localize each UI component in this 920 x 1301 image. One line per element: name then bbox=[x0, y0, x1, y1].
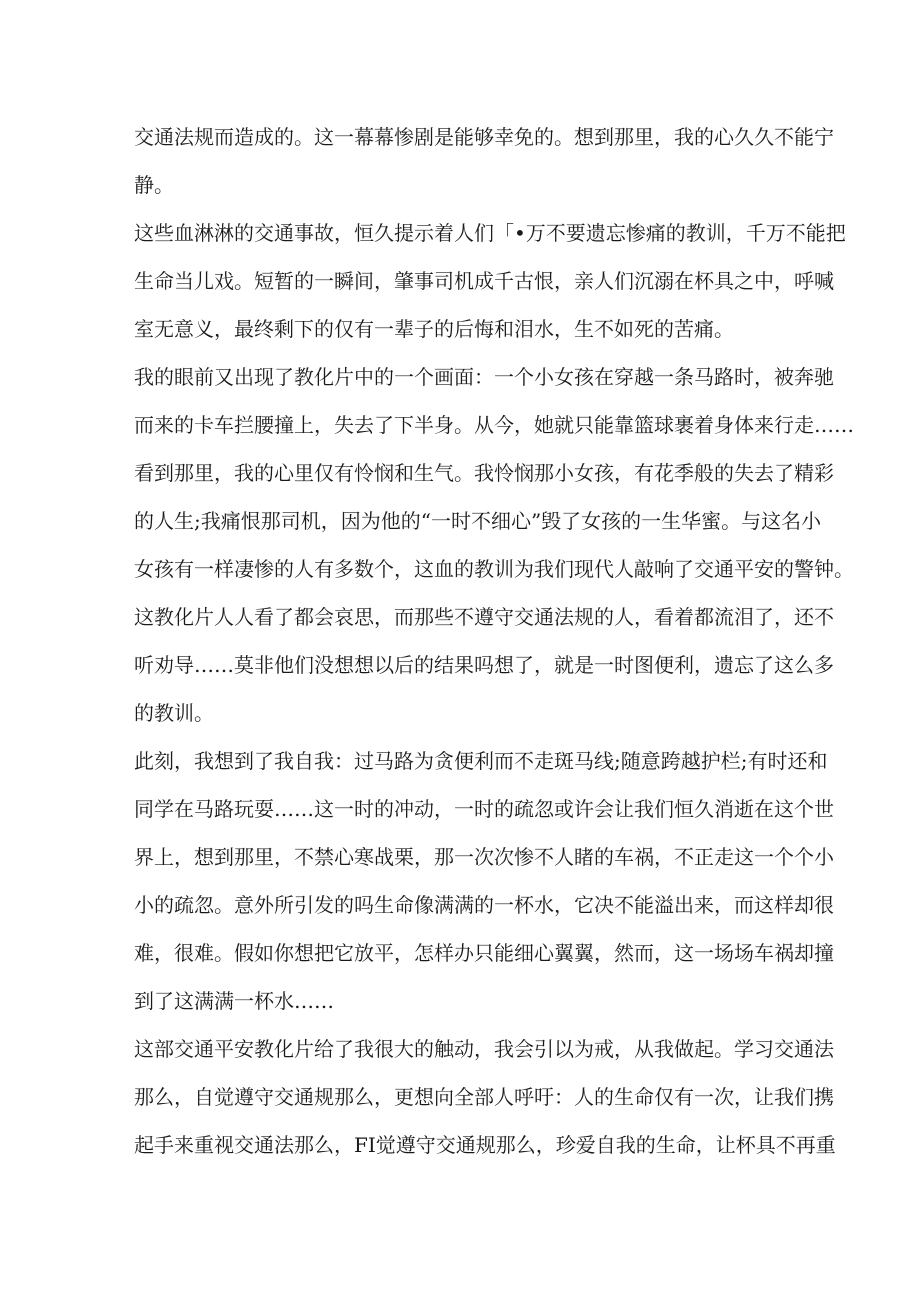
text-line: 这教化片人人看了都会哀思，而那些不遵守交通法规的人，看着都流泪了，还不 bbox=[134, 605, 834, 629]
text-line: 小的疏忽。意外所引发的吗生命像满满的一杯水，它决不能溢出来，而这样却很 bbox=[134, 893, 834, 917]
text-line: 室无意义，最终剩下的仅有一辈子的后悔和泪水，生不如死的苦痛。 bbox=[134, 317, 734, 341]
text-line: 那么，自觉遵守交通规那么，更想向全部人呼吁：人的生命仅有一次，让我们携 bbox=[134, 1085, 834, 1109]
text-line: 界上，想到那里，不禁心寒战栗，那一次次惨不人睹的车祸，不正走这一个个小 bbox=[134, 845, 834, 869]
text-line: 看到那里，我的心里仅有怜悯和生气。我怜悯那小女孩，有花季般的失去了精彩 bbox=[134, 461, 834, 485]
text-line: 生命当儿戏。短暂的一瞬间，肇事司机成千古恨，亲人们沉溺在杯具之中，呼喊 bbox=[134, 269, 834, 293]
text-line: 到了这满满一杯水…… bbox=[134, 989, 334, 1013]
text-line: 女孩有一样凄惨的人有多数个，这血的教训为我们现代人敲响了交通平安的警钟。 bbox=[134, 557, 854, 581]
text-line: 难，很难。假如你想把它放平，怎样办只能细心翼翼，然而，这一场场车祸却撞 bbox=[134, 941, 834, 965]
text-line: 起手来重视交通法那么，FI觉遵守交通规那么，珍爱自我的生命，让杯具不再重 bbox=[134, 1133, 836, 1157]
text-line: 的教训。 bbox=[134, 701, 214, 725]
text-line: 交通法规而造成的。这一幕幕惨剧是能够幸免的。想到那里，我的心久久不能宁 bbox=[134, 125, 834, 149]
text-line: 同学在马路玩耍……这一时的冲动，一时的疏忽或许会让我们恒久消逝在这个世 bbox=[134, 797, 834, 821]
essay-body bbox=[134, 113, 854, 1169]
text-line: 的人生;我痛恨那司机，因为他的“一时不细心”毁了女孩的一生华蜜。与这名小 bbox=[134, 509, 822, 533]
text-line: 听劝导……莫非他们没想想以后的结果吗想了，就是一时图便利，遗忘了这么多 bbox=[134, 653, 834, 677]
text-line: 我的眼前又出现了教化片中的一个画面：一个小女孩在穿越一条马路时，被奔驰 bbox=[134, 365, 834, 389]
text-line: 而来的卡车拦腰撞上，失去了下半身。从今，她就只能靠篮球裹着身体来行走…… bbox=[134, 413, 854, 437]
text-line: 这些血淋淋的交通事故，恒久提示着人们「•万不要遗忘惨痛的教训，千万不能把 bbox=[134, 221, 846, 245]
text-line: 此刻，我想到了我自我：过马路为贪便利而不走斑马线;随意跨越护栏;有时还和 bbox=[134, 749, 828, 773]
text-line: 这部交通平安教化片给了我很大的触动，我会引以为戒，从我做起。学习交通法 bbox=[134, 1037, 834, 1061]
text-line: 静。 bbox=[134, 173, 174, 197]
